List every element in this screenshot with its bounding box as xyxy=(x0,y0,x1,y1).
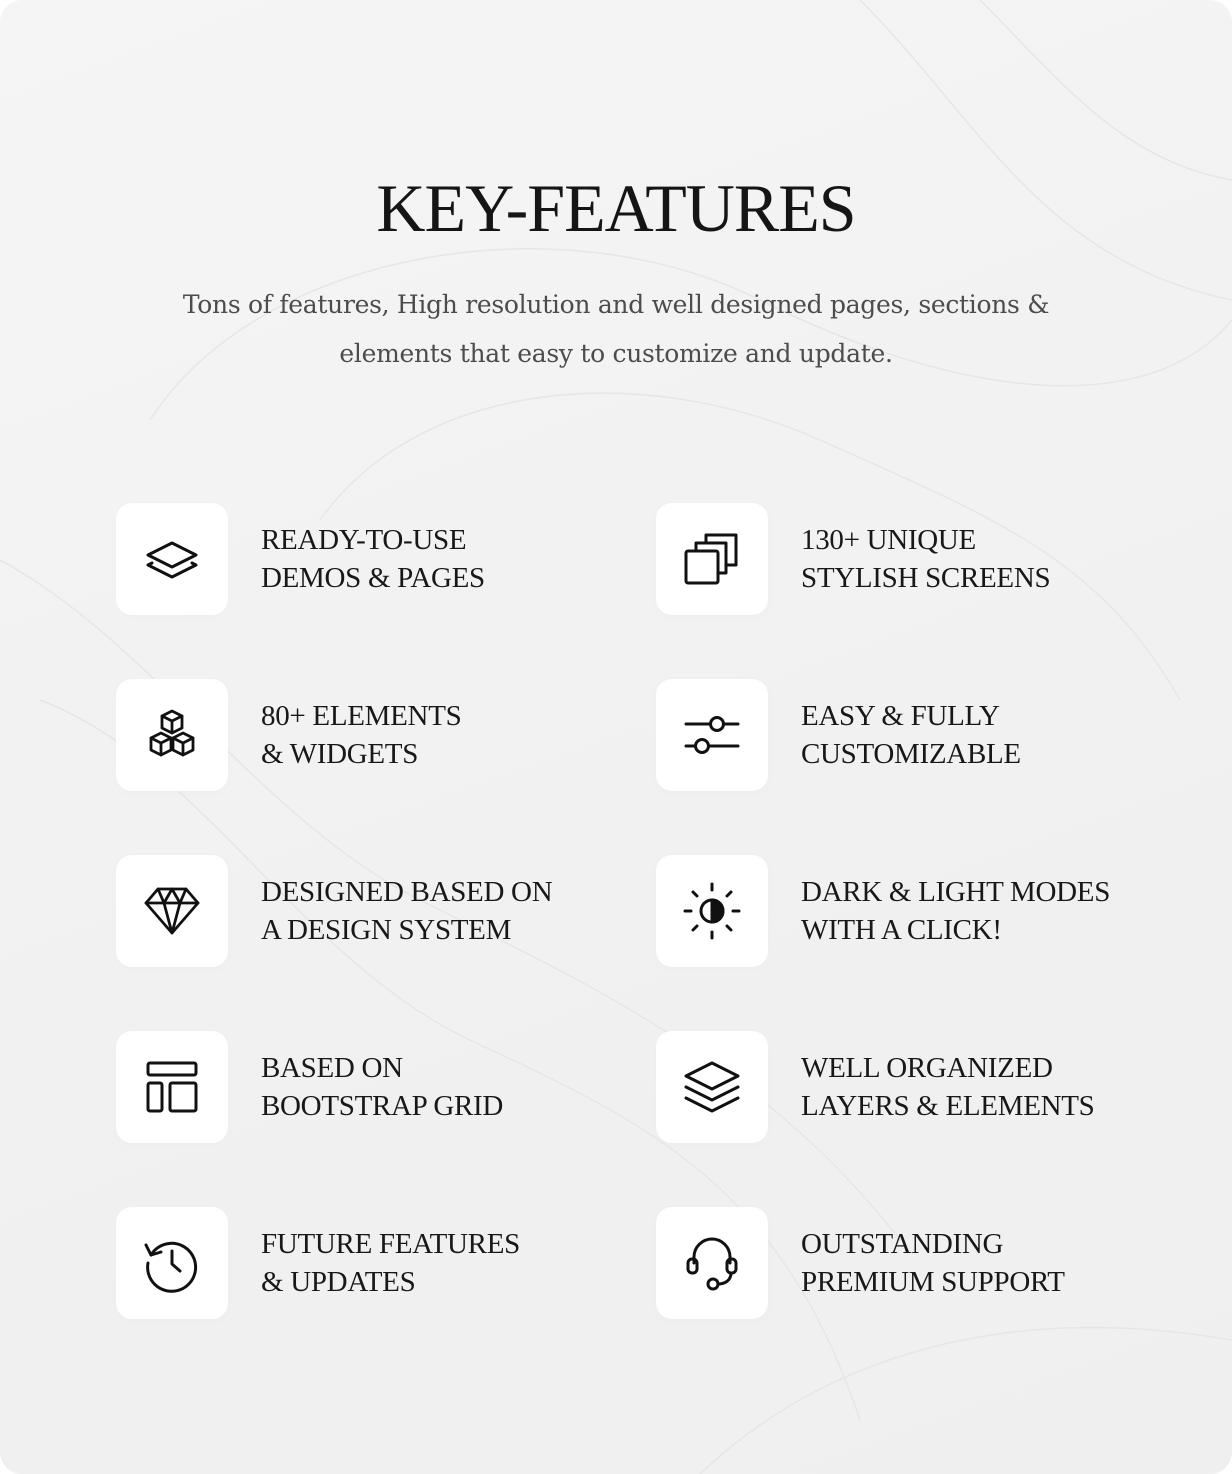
feature-label-line-2: PREMIUM SUPPORT xyxy=(801,1266,1065,1298)
layers-outline-icon xyxy=(142,529,202,589)
feature-label-line-2: WITH A CLICK! xyxy=(801,914,1002,946)
feature-label xyxy=(801,1049,1181,1125)
feature-label-line-1: BASED ON xyxy=(261,1052,403,1084)
feature-icon-card xyxy=(116,503,228,615)
feature-label-line-2: & WIDGETS xyxy=(261,738,419,770)
feature-icon-card xyxy=(116,855,228,967)
feature-label-line-1: EASY & FULLY xyxy=(801,700,1000,732)
feature-item-elements-widgets xyxy=(116,679,636,791)
feature-item-organized-layers xyxy=(656,1031,1176,1143)
feature-icon-card xyxy=(656,679,768,791)
headset-icon xyxy=(682,1233,742,1293)
history-clock-icon xyxy=(142,1233,202,1293)
feature-label xyxy=(801,873,1181,949)
feature-item-future-updates xyxy=(116,1207,636,1319)
feature-label-line-2: & UPDATES xyxy=(261,1266,416,1298)
sliders-icon xyxy=(682,705,742,765)
feature-item-customizable xyxy=(656,679,1176,791)
feature-label xyxy=(261,1225,641,1301)
feature-label-line-2: CUSTOMIZABLE xyxy=(801,738,1021,770)
cubes-icon xyxy=(142,705,202,765)
feature-label-line-1: FUTURE FEATURES xyxy=(261,1228,520,1260)
feature-icon-card xyxy=(656,1207,768,1319)
page-subtitle xyxy=(150,280,1082,378)
feature-label-line-1: DESIGNED BASED ON xyxy=(261,876,553,908)
diamond-icon xyxy=(142,881,202,941)
feature-item-ready-to-use xyxy=(116,503,636,615)
feature-label xyxy=(261,1049,641,1125)
feature-icon-card xyxy=(656,1031,768,1143)
layout-grid-icon xyxy=(142,1057,202,1117)
feature-icon-card xyxy=(116,1207,228,1319)
feature-label-line-2: BOOTSTRAP GRID xyxy=(261,1090,504,1122)
feature-label xyxy=(801,521,1181,597)
feature-item-design-system xyxy=(116,855,636,967)
feature-item-premium-support xyxy=(656,1207,1176,1319)
feature-item-dark-light-modes xyxy=(656,855,1176,967)
feature-icon-card xyxy=(116,1031,228,1143)
feature-icon-card xyxy=(656,503,768,615)
feature-icon-card xyxy=(656,855,768,967)
feature-item-unique-screens xyxy=(656,503,1176,615)
feature-label xyxy=(261,521,641,597)
feature-label-line-1: OUTSTANDING xyxy=(801,1228,1004,1260)
feature-label-line-2: A DESIGN SYSTEM xyxy=(261,914,512,946)
feature-label xyxy=(261,873,641,949)
feature-label-line-2: STYLISH SCREENS xyxy=(801,562,1051,594)
feature-label xyxy=(801,1225,1181,1301)
feature-label xyxy=(261,697,641,773)
feature-label-line-1: 130+ UNIQUE xyxy=(801,524,976,556)
feature-label-line-2: LAYERS & ELEMENTS xyxy=(801,1090,1095,1122)
feature-item-bootstrap-grid xyxy=(116,1031,636,1143)
feature-label-line-1: 80+ ELEMENTS xyxy=(261,700,462,732)
sun-half-icon xyxy=(682,881,742,941)
subtitle-line-1: Tons of features, High resolution and well designed pages, sections & xyxy=(182,290,1050,319)
feature-label-line-2: DEMOS & PAGES xyxy=(261,562,485,594)
feature-label-line-1: WELL ORGANIZED xyxy=(801,1052,1053,1084)
layers-stack-icon xyxy=(682,1057,742,1117)
feature-label xyxy=(801,697,1181,773)
subtitle-line-2: elements that easy to customize and update. xyxy=(339,339,893,368)
stacked-screens-icon xyxy=(682,529,742,589)
feature-label-line-1: DARK & LIGHT MODES xyxy=(801,876,1111,908)
page-title: KEY-FEATURES xyxy=(376,170,856,246)
feature-icon-card xyxy=(116,679,228,791)
feature-label-line-1: READY-TO-USE xyxy=(261,524,467,556)
